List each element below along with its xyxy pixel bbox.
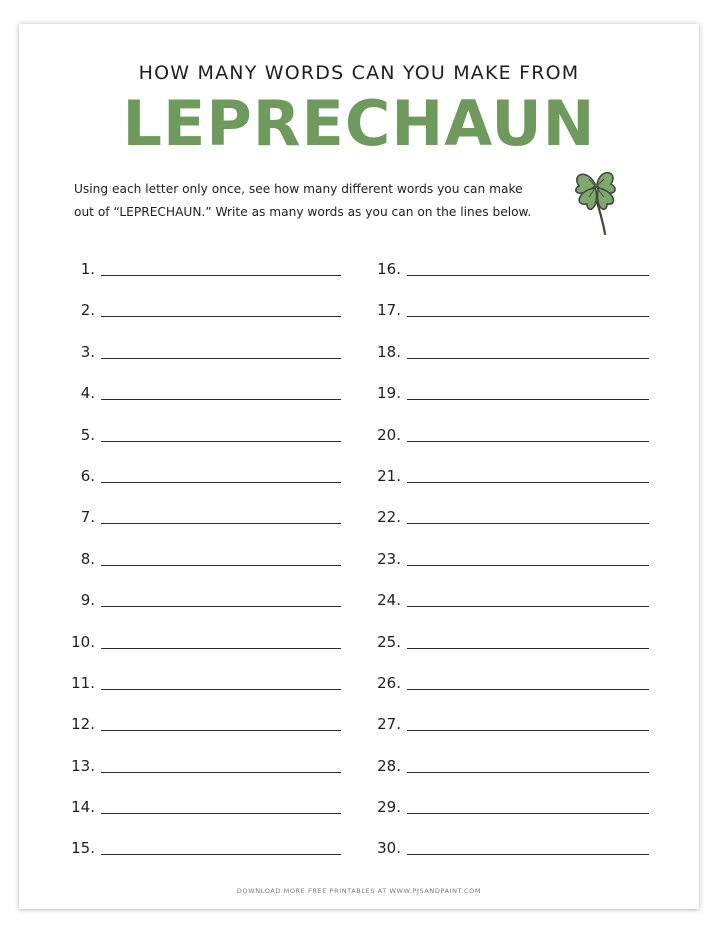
answer-number: 27. <box>377 715 401 734</box>
answer-line[interactable] <box>101 606 341 607</box>
worksheet-page <box>19 24 699 909</box>
answer-line[interactable] <box>101 482 341 483</box>
answer-line[interactable] <box>101 441 341 442</box>
answer-row <box>59 788 359 829</box>
answer-number: 15. <box>71 839 95 858</box>
answer-row <box>365 540 665 581</box>
answer-row <box>59 333 359 374</box>
answer-number: 2. <box>80 301 95 320</box>
answer-row <box>59 747 359 788</box>
answer-number: 13. <box>71 756 95 775</box>
answer-line[interactable] <box>407 482 649 483</box>
answer-number: 8. <box>80 549 95 568</box>
answer-line[interactable] <box>101 399 341 400</box>
answer-number: 18. <box>377 342 401 361</box>
instructions-line-1: Using each letter only once, see how many different words you can make <box>74 182 523 196</box>
footer-credit: DOWNLOAD MORE FREE PRINTABLES AT WWW.PJSANDPAINT.COM <box>236 887 482 895</box>
answer-row <box>59 457 359 498</box>
answer-row <box>59 664 359 705</box>
answer-row <box>59 416 359 457</box>
answer-line[interactable] <box>101 275 341 276</box>
answer-row <box>365 705 665 746</box>
answer-line[interactable] <box>101 730 341 731</box>
answer-number: 14. <box>71 798 95 817</box>
answer-number: 26. <box>377 673 401 692</box>
answer-number: 19. <box>377 384 401 403</box>
answer-row <box>365 250 665 291</box>
answer-number: 12. <box>71 715 95 734</box>
answer-row <box>59 374 359 415</box>
answer-line[interactable] <box>101 358 341 359</box>
answer-column-right <box>365 250 665 871</box>
answer-row <box>365 374 665 415</box>
answer-number: 10. <box>71 632 95 651</box>
answer-line[interactable] <box>101 813 341 814</box>
answer-number: 30. <box>377 839 401 858</box>
answer-row <box>59 250 359 291</box>
answer-row <box>365 498 665 539</box>
answer-row <box>365 457 665 498</box>
answer-row <box>59 623 359 664</box>
answer-row <box>59 705 359 746</box>
answer-line[interactable] <box>407 854 649 855</box>
instructions <box>74 178 554 224</box>
answer-line[interactable] <box>101 689 341 690</box>
answer-line[interactable] <box>407 275 649 276</box>
answer-row <box>365 291 665 332</box>
answer-row <box>365 747 665 788</box>
answer-column-left <box>59 250 359 871</box>
answer-row <box>59 498 359 539</box>
answer-number: 24. <box>377 591 401 610</box>
worksheet-title-word: LEPRECHAUN <box>122 87 596 160</box>
answer-row <box>365 829 665 870</box>
answer-line[interactable] <box>407 606 649 607</box>
answer-line[interactable] <box>101 772 341 773</box>
answer-line[interactable] <box>101 648 341 649</box>
answer-number: 1. <box>80 260 95 278</box>
answer-number: 9. <box>80 591 95 610</box>
answer-number: 22. <box>377 508 401 527</box>
answer-number: 5. <box>80 425 95 444</box>
four-leaf-clover-icon <box>567 160 623 236</box>
answer-number: 23. <box>377 549 401 568</box>
answer-line[interactable] <box>407 316 649 317</box>
answer-number: 6. <box>80 466 95 485</box>
answer-line[interactable] <box>407 772 649 773</box>
answer-line[interactable] <box>407 358 649 359</box>
answer-row <box>365 581 665 622</box>
answer-line[interactable] <box>101 523 341 524</box>
answer-number: 21. <box>377 466 401 485</box>
answer-line[interactable] <box>101 316 341 317</box>
answer-number: 28. <box>377 756 401 775</box>
answer-number: 20. <box>377 425 401 444</box>
answer-line[interactable] <box>407 441 649 442</box>
answer-number: 11. <box>71 673 95 692</box>
answer-row <box>59 291 359 332</box>
answer-number: 7. <box>80 508 95 527</box>
answer-line[interactable] <box>407 730 649 731</box>
instructions-line-2: out of “LEPRECHAUN.” Write as many words as you can on the lines below. <box>74 205 532 219</box>
answer-row <box>59 581 359 622</box>
answer-line[interactable] <box>407 565 649 566</box>
answer-row <box>59 829 359 870</box>
answer-number: 16. <box>377 260 401 278</box>
answer-row <box>365 416 665 457</box>
answer-line[interactable] <box>101 565 341 566</box>
answer-number: 4. <box>80 384 95 403</box>
answer-row <box>365 623 665 664</box>
answer-line[interactable] <box>101 854 341 855</box>
answer-row <box>365 788 665 829</box>
answer-line[interactable] <box>407 813 649 814</box>
answer-row <box>365 333 665 374</box>
answer-line[interactable] <box>407 648 649 649</box>
answer-number: 3. <box>80 342 95 361</box>
answer-line[interactable] <box>407 689 649 690</box>
answer-line[interactable] <box>407 399 649 400</box>
answer-row <box>59 540 359 581</box>
answer-line[interactable] <box>407 523 649 524</box>
answer-number: 25. <box>377 632 401 651</box>
answer-number: 29. <box>377 798 401 817</box>
answer-number: 17. <box>377 301 401 320</box>
worksheet-subtitle: HOW MANY WORDS CAN YOU MAKE FROM <box>138 62 580 84</box>
answer-row <box>365 664 665 705</box>
